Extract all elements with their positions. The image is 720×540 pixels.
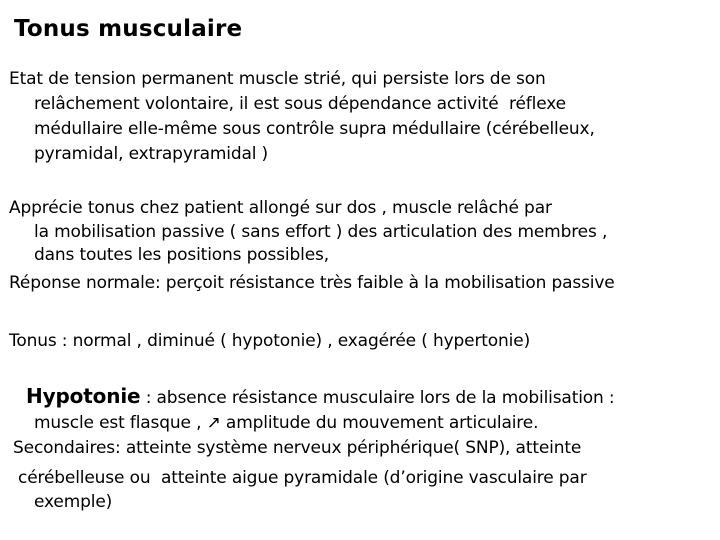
hypotonia-first-line [26, 385, 615, 409]
text-line: exemple) [34, 492, 113, 512]
text-fragment: : absence résistance musculaire lors de la mobilisation : [140, 388, 615, 408]
text-line: muscle est flasque , ↗ amplitude du mouvement articulaire. [34, 413, 539, 433]
text-line: Etat de tension permanent muscle strié, qui persiste lors de son [9, 69, 546, 89]
text-line: dans toutes les positions possibles, [34, 245, 329, 265]
page-title: Tonus musculaire [14, 16, 243, 42]
text-line: Secondaires: atteinte système nerveux périphérique( SNP), atteinte [13, 438, 582, 458]
text-line: Réponse normale: perçoit résistance très faible à la mobilisation passive [9, 273, 615, 293]
hypotonia-term: Hypotonie [26, 384, 141, 408]
text-line: Apprécie tonus chez patient allongé sur dos , muscle relâché par [9, 198, 552, 218]
text-line: médullaire elle-même sous contrôle supra médullaire (cérébelleux, [34, 119, 595, 139]
text-line: pyramidal, extrapyramidal ) [34, 144, 269, 164]
text-line: relâchement volontaire, il est sous dépendance activité réflexe [34, 94, 566, 114]
text-line: Tonus : normal , diminué ( hypotonie) , exagérée ( hypertonie) [9, 331, 531, 351]
text-line: la mobilisation passive ( sans effort ) des articulation des membres , [34, 222, 608, 242]
text-line: cérébelleuse ou atteinte aigue pyramidale (d’origine vasculaire par [18, 468, 587, 488]
